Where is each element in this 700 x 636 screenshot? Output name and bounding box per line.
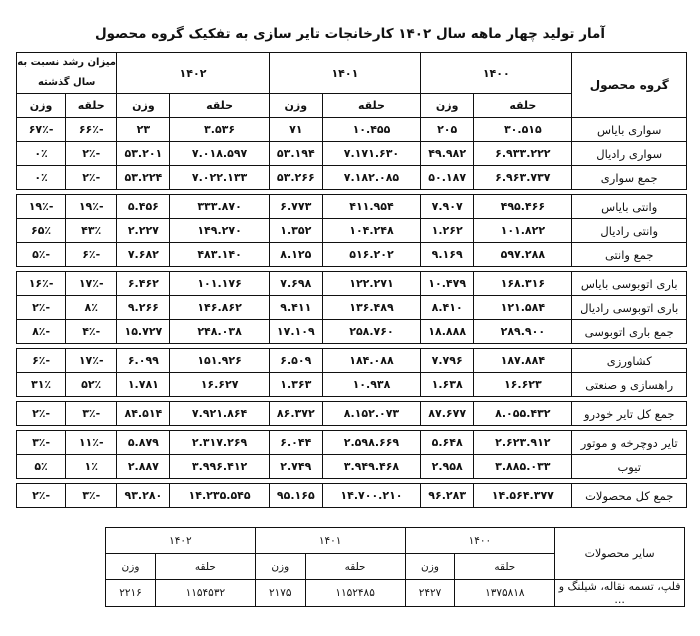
other-header-vazn: وزن	[405, 554, 455, 580]
growth-halqe: ۸٪	[66, 296, 117, 320]
halqe-1400: ۲.۶۲۳.۹۱۲	[474, 431, 572, 455]
halqe-1400: ۱۶.۶۲۳	[474, 373, 572, 397]
growth-vazn: -۳٪	[17, 431, 66, 455]
growth-vazn: -۶٪	[17, 349, 66, 373]
vazn-1402: ۱۵.۷۲۷	[117, 320, 170, 344]
table-row	[17, 402, 687, 426]
other-header-halqe: حلقه	[305, 554, 405, 580]
vazn-1400: ۱۰.۴۷۹	[421, 272, 474, 296]
halqe-1402: ۳.۹۹۶.۴۱۲	[170, 455, 269, 479]
vazn-1400: ۷.۷۹۶	[421, 349, 474, 373]
growth-halqe: -۲٪	[66, 142, 117, 166]
table-row	[17, 431, 687, 455]
vazn-1401: ۶.۵۰۹	[269, 349, 322, 373]
halqe-1401: ۷.۱۷۱.۶۳۰	[322, 142, 420, 166]
growth-halqe: ۱٪	[66, 455, 117, 479]
other-h1401: ۱۱۵۲۴۸۵	[305, 580, 405, 607]
growth-vazn: -۱۶٪	[17, 272, 66, 296]
product-label: تایر دوچرخه و موتور	[572, 431, 687, 455]
halqe-1401: ۴۱۱.۹۵۴	[322, 195, 420, 219]
vazn-1400: ۹.۱۶۹	[421, 243, 474, 267]
other-header-halqe: حلقه	[155, 554, 255, 580]
vazn-1400: ۱.۶۳۸	[421, 373, 474, 397]
header-product-group: گروه محصول	[572, 53, 687, 118]
vazn-1402: ۲.۲۲۷	[117, 219, 170, 243]
growth-halqe: -۴٪	[66, 320, 117, 344]
halqe-1400: ۴۹۵.۴۶۶	[474, 195, 572, 219]
halqe-1400: ۱۴.۵۶۴.۳۷۷	[474, 484, 572, 508]
product-label: جمع وانتی	[572, 243, 687, 267]
halqe-1400: ۱۶۸.۳۱۶	[474, 272, 572, 296]
growth-vazn: ۰٪	[17, 142, 66, 166]
vazn-1402: ۹۳.۲۸۰	[117, 484, 170, 508]
header-year-1401: ۱۴۰۱	[269, 53, 420, 94]
vazn-1402: ۵.۸۷۹	[117, 431, 170, 455]
growth-halqe: -۱۷٪	[66, 349, 117, 373]
vazn-1401: ۷.۶۹۸	[269, 272, 322, 296]
table-row	[17, 373, 687, 397]
halqe-1400: ۱۲۱.۵۸۴	[474, 296, 572, 320]
vazn-1400: ۴۹.۹۸۲	[421, 142, 474, 166]
vazn-1400: ۹۶.۲۸۳	[421, 484, 474, 508]
vazn-1401: ۱۷.۱۰۹	[269, 320, 322, 344]
growth-halqe: -۱۷٪	[66, 272, 117, 296]
header-halqe: حلقه	[170, 94, 269, 118]
halqe-1402: ۱۵۱.۹۲۶	[170, 349, 269, 373]
halqe-1401: ۱۰۴.۲۴۸	[322, 219, 420, 243]
halqe-1402: ۳.۵۳۶	[170, 118, 269, 142]
vazn-1401: ۱.۳۶۳	[269, 373, 322, 397]
halqe-1400: ۲۸۹.۹۰۰	[474, 320, 572, 344]
halqe-1401: ۲.۵۹۸.۶۶۹	[322, 431, 420, 455]
header-halqe: حلقه	[322, 94, 420, 118]
vazn-1401: ۷۱	[269, 118, 322, 142]
product-label: جمع کل محصولات	[572, 484, 687, 508]
header-growth: میزان رشد نسبت به سال گذشته	[17, 53, 117, 94]
vazn-1401: ۸.۱۲۵	[269, 243, 322, 267]
vazn-1401: ۶.۷۷۳	[269, 195, 322, 219]
product-label: سواری رادیال	[572, 142, 687, 166]
halqe-1401: ۱۳۶.۴۸۹	[322, 296, 420, 320]
table-row	[17, 219, 687, 243]
halqe-1401: ۱۲۲.۲۷۱	[322, 272, 420, 296]
other-header-vazn: وزن	[255, 554, 305, 580]
production-table	[16, 52, 687, 508]
vazn-1401: ۶.۰۴۴	[269, 431, 322, 455]
growth-halqe: ۵۲٪	[66, 373, 117, 397]
growth-halqe: -۱۱٪	[66, 431, 117, 455]
other-h1400: ۱۳۷۵۸۱۸	[455, 580, 555, 607]
vazn-1401: ۵۳.۱۹۴	[269, 142, 322, 166]
product-label: جمع کل تایر خودرو	[572, 402, 687, 426]
growth-halqe: -۶٪	[66, 243, 117, 267]
vazn-1402: ۵۳.۲۰۱	[117, 142, 170, 166]
vazn-1402: ۶.۴۶۲	[117, 272, 170, 296]
halqe-1402: ۴۸۳.۱۴۰	[170, 243, 269, 267]
growth-vazn: ۵٪	[17, 455, 66, 479]
growth-halqe: -۳٪	[66, 402, 117, 426]
table-row	[17, 243, 687, 267]
table-row	[17, 142, 687, 166]
product-label: سواری بایاس	[572, 118, 687, 142]
halqe-1402: ۷.۹۲۱.۸۶۴	[170, 402, 269, 426]
header-year-1402: ۱۴۰۲	[117, 53, 269, 94]
vazn-1401: ۸۶.۳۷۲	[269, 402, 322, 426]
header-year-1400: ۱۴۰۰	[421, 53, 572, 94]
halqe-1402: ۳۳۳.۸۷۰	[170, 195, 269, 219]
vazn-1400: ۱۸.۸۸۸	[421, 320, 474, 344]
halqe-1401: ۳.۹۴۹.۴۶۸	[322, 455, 420, 479]
other-h1402: ۱۱۵۴۵۳۲	[155, 580, 255, 607]
growth-vazn: -۲٪	[17, 296, 66, 320]
other-header-vazn: وزن	[106, 554, 156, 580]
product-label: راهسازی و صنعتی	[572, 373, 687, 397]
growth-halqe: ۴۳٪	[66, 219, 117, 243]
halqe-1402: ۱۰۱.۱۷۶	[170, 272, 269, 296]
other-products-table	[105, 527, 685, 607]
growth-vazn: ۰٪	[17, 166, 66, 190]
product-label: باری اتوبوسی رادیال	[572, 296, 687, 320]
vazn-1402: ۷.۶۸۲	[117, 243, 170, 267]
vazn-1402: ۲۳	[117, 118, 170, 142]
vazn-1401: ۹.۴۱۱	[269, 296, 322, 320]
other-products-header: سایر محصولات	[555, 528, 685, 580]
vazn-1402: ۱.۷۸۱	[117, 373, 170, 397]
halqe-1401: ۱۸۴.۰۸۸	[322, 349, 420, 373]
vazn-1402: ۹.۲۶۶	[117, 296, 170, 320]
growth-halqe: -۱۹٪	[66, 195, 117, 219]
halqe-1401: ۱۴.۷۰۰.۲۱۰	[322, 484, 420, 508]
halqe-1402: ۱۴۹.۲۷۰	[170, 219, 269, 243]
vazn-1400: ۵۰.۱۸۷	[421, 166, 474, 190]
other-year-1402: ۱۴۰۲	[106, 528, 256, 554]
growth-vazn: -۱۹٪	[17, 195, 66, 219]
vazn-1400: ۸۷.۶۷۷	[421, 402, 474, 426]
vazn-1402: ۶.۰۹۹	[117, 349, 170, 373]
other-w1400: ۲۴۲۷	[405, 580, 455, 607]
halqe-1401: ۷.۱۸۲.۰۸۵	[322, 166, 420, 190]
halqe-1402: ۱۴۶.۸۶۲	[170, 296, 269, 320]
growth-vazn: -۲٪	[17, 484, 66, 508]
halqe-1401: ۵۱۶.۲۰۲	[322, 243, 420, 267]
vazn-1401: ۹۵.۱۶۵	[269, 484, 322, 508]
halqe-1400: ۸.۰۵۵.۴۳۲	[474, 402, 572, 426]
growth-vazn: ۳۱٪	[17, 373, 66, 397]
header-halqe: حلقه	[66, 94, 117, 118]
vazn-1402: ۲.۸۸۷	[117, 455, 170, 479]
other-year-1400: ۱۴۰۰	[405, 528, 555, 554]
product-label: وانتی بایاس	[572, 195, 687, 219]
growth-vazn: -۸٪	[17, 320, 66, 344]
halqe-1401: ۱۰.۹۳۸	[322, 373, 420, 397]
table-row	[17, 118, 687, 142]
vazn-1401: ۲.۷۴۹	[269, 455, 322, 479]
table-row	[17, 320, 687, 344]
table-row	[17, 296, 687, 320]
table-row	[17, 455, 687, 479]
growth-halqe: -۶۶٪	[66, 118, 117, 142]
vazn-1400: ۱.۲۶۲	[421, 219, 474, 243]
other-year-1401: ۱۴۰۱	[255, 528, 405, 554]
halqe-1401: ۲۵۸.۷۶۰	[322, 320, 420, 344]
halqe-1401: ۸.۱۵۲.۰۷۳	[322, 402, 420, 426]
halqe-1400: ۱۸۷.۸۸۴	[474, 349, 572, 373]
vazn-1402: ۵.۴۵۶	[117, 195, 170, 219]
vazn-1402: ۵۳.۲۲۴	[117, 166, 170, 190]
halqe-1402: ۱۶.۶۲۷	[170, 373, 269, 397]
halqe-1402: ۷.۰۱۸.۵۹۷	[170, 142, 269, 166]
vazn-1402: ۸۴.۵۱۴	[117, 402, 170, 426]
halqe-1402: ۲.۳۱۷.۲۶۹	[170, 431, 269, 455]
growth-vazn: -۲٪	[17, 402, 66, 426]
table-row	[17, 272, 687, 296]
growth-vazn: ۶۵٪	[17, 219, 66, 243]
header-vazn: وزن	[17, 94, 66, 118]
vazn-1400: ۲۰۵	[421, 118, 474, 142]
halqe-1400: ۶.۹۳۳.۲۲۲	[474, 142, 572, 166]
vazn-1400: ۲.۹۵۸	[421, 455, 474, 479]
halqe-1400: ۱۰۱.۸۲۲	[474, 219, 572, 243]
vazn-1400: ۵.۶۴۸	[421, 431, 474, 455]
growth-vazn: -۵٪	[17, 243, 66, 267]
other-w1401: ۲۱۷۵	[255, 580, 305, 607]
product-label: تیوب	[572, 455, 687, 479]
table-row	[17, 166, 687, 190]
other-w1402: ۲۲۱۶	[106, 580, 156, 607]
vazn-1401: ۵۳.۲۶۶	[269, 166, 322, 190]
product-label: وانتی رادیال	[572, 219, 687, 243]
halqe-1400: ۳۰.۵۱۵	[474, 118, 572, 142]
product-label: کشاورزی	[572, 349, 687, 373]
table-row	[17, 349, 687, 373]
other-row-label: فلپ، تسمه نقاله، شیلنگ و ...	[555, 580, 685, 607]
halqe-1401: ۱۰.۴۵۵	[322, 118, 420, 142]
growth-halqe: -۲٪	[66, 166, 117, 190]
vazn-1400: ۸.۴۱۰	[421, 296, 474, 320]
product-label: جمع سواری	[572, 166, 687, 190]
vazn-1400: ۷.۹۰۷	[421, 195, 474, 219]
product-label: جمع باری اتوبوسی	[572, 320, 687, 344]
header-vazn: وزن	[269, 94, 322, 118]
halqe-1400: ۳.۸۸۵.۰۳۳	[474, 455, 572, 479]
page-title: آمار تولید چهار ماهه سال ۱۴۰۲ کارخانجات تایر سازی به تفکیک گروه محصول	[94, 26, 606, 42]
growth-vazn: -۶۷٪	[17, 118, 66, 142]
growth-halqe: -۳٪	[66, 484, 117, 508]
table-row	[17, 484, 687, 508]
halqe-1402: ۲۴۸.۰۳۸	[170, 320, 269, 344]
table-row	[17, 195, 687, 219]
halqe-1400: ۶.۹۶۳.۷۳۷	[474, 166, 572, 190]
other-header-halqe: حلقه	[455, 554, 555, 580]
vazn-1401: ۱.۳۵۲	[269, 219, 322, 243]
header-vazn: وزن	[421, 94, 474, 118]
header-vazn: وزن	[117, 94, 170, 118]
header-halqe: حلقه	[474, 94, 572, 118]
halqe-1402: ۱۴.۲۳۵.۵۴۵	[170, 484, 269, 508]
halqe-1402: ۷.۰۲۲.۱۳۳	[170, 166, 269, 190]
product-label: باری اتوبوسی بایاس	[572, 272, 687, 296]
halqe-1400: ۵۹۷.۲۸۸	[474, 243, 572, 267]
